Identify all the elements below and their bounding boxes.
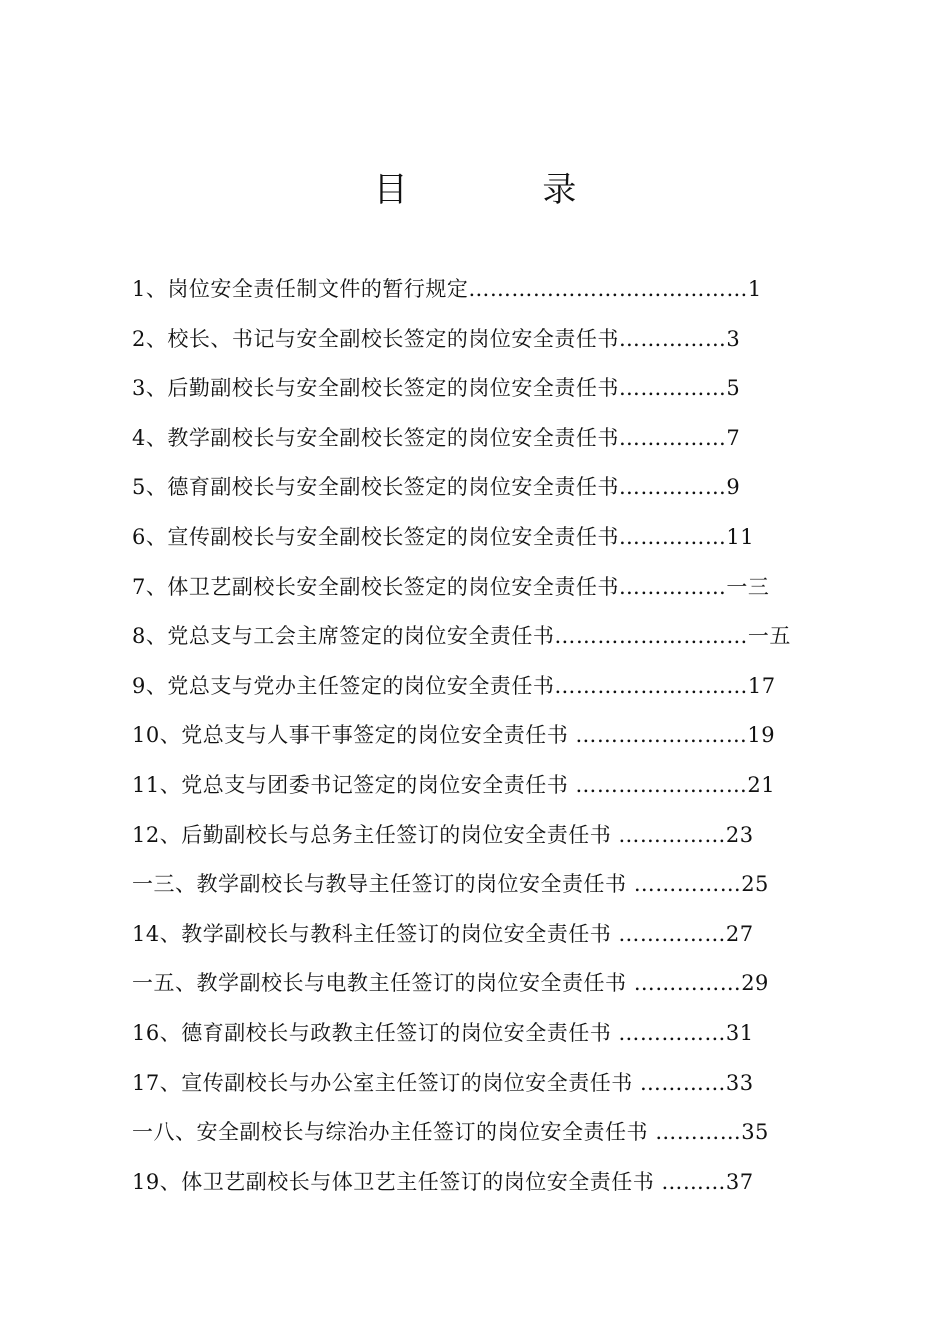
- toc-entry-text: 一八、安全副校长与综治办主任签订的岗位安全责任书: [132, 1120, 656, 1145]
- toc-page-number: 35: [741, 1120, 769, 1145]
- toc-leader: ………………………: [554, 673, 748, 698]
- toc-leader: …………: [655, 1120, 742, 1145]
- toc-entry-text: 16、德育副校长与政教主任签订的岗位安全责任书: [132, 1020, 619, 1045]
- toc-entry: [132, 472, 832, 522]
- toc-entry-text: 一五、教学副校长与电教主任签订的岗位安全责任书: [132, 971, 634, 996]
- toc-entry-text: 2、校长、书记与安全副校长签定的岗位安全责任书: [132, 326, 619, 351]
- toc-entry: [132, 274, 832, 324]
- toc-leader: ……………: [618, 1020, 726, 1045]
- toc-leader: ……………: [618, 524, 727, 549]
- toc-entry-text: 6、宣传副校长与安全副校长签定的岗位安全责任书: [132, 524, 619, 549]
- toc-page-number: 5: [726, 376, 741, 401]
- toc-entry: [132, 522, 832, 572]
- toc-entry-text: 9、党总支与党办主任签定的岗位安全责任书: [132, 673, 555, 698]
- toc-entry: [132, 1167, 832, 1217]
- toc-entry-text: 4、教学副校长与安全副校长签定的岗位安全责任书: [132, 425, 619, 450]
- toc-entry-text: 一三、教学副校长与教导主任签订的岗位安全责任书: [132, 872, 634, 897]
- toc-page-number: 19: [747, 723, 776, 748]
- toc-entry-text: 7、体卫艺副校长安全副校长签定的岗位安全责任书: [132, 574, 619, 599]
- table-of-contents: [132, 274, 832, 1216]
- toc-page-number: 11: [726, 524, 755, 549]
- toc-entry-text: 5、德育副校长与安全副校长签定的岗位安全责任书: [132, 475, 619, 500]
- toc-entry: [132, 423, 832, 473]
- toc-entry: [132, 621, 832, 671]
- toc-entry-text: 8、党总支与工会主席签定的岗位安全责任书: [132, 624, 555, 649]
- toc-entry: [132, 968, 832, 1018]
- toc-entry-text: 1、岗位安全责任制文件的暂行规定: [132, 277, 469, 301]
- toc-page-number: 一三: [726, 574, 770, 599]
- toc-page-number: 23: [725, 822, 754, 847]
- toc-leader: ……………: [618, 574, 727, 599]
- toc-leader: ……………………: [575, 723, 748, 748]
- toc-leader: ……………: [633, 971, 742, 996]
- toc-page-number: 7: [726, 425, 741, 450]
- toc-leader: ………………………: [554, 624, 748, 649]
- toc-leader: ……………: [618, 921, 726, 946]
- toc-leader: ……………: [633, 872, 742, 897]
- toc-title: 目 录: [373, 170, 639, 210]
- toc-entry: [132, 572, 832, 622]
- toc-entry: [132, 869, 832, 919]
- toc-page-number: 33: [725, 1070, 754, 1095]
- toc-leader: ……………………: [575, 772, 748, 797]
- toc-page-number: 9: [726, 475, 741, 500]
- toc-entry-text: 14、教学副校长与教科主任签订的岗位安全责任书: [132, 921, 619, 946]
- toc-entry-text: 3、后勤副校长与安全副校长签定的岗位安全责任书: [132, 376, 619, 401]
- toc-entry: [132, 671, 832, 721]
- toc-page-number: 27: [725, 921, 754, 946]
- toc-entry: [132, 770, 832, 820]
- toc-entry: [132, 720, 832, 770]
- toc-leader: ……………: [618, 326, 727, 351]
- toc-entry: [132, 1068, 832, 1118]
- toc-page-number: 37: [725, 1169, 754, 1194]
- toc-entry-text: 17、宣传副校长与办公室主任签订的岗位安全责任书: [132, 1070, 640, 1095]
- toc-page-number: 31: [725, 1020, 754, 1045]
- toc-leader: ………: [661, 1169, 726, 1194]
- toc-page-number: 29: [741, 971, 769, 996]
- toc-entry-text: 19、体卫艺副校长与体卫艺主任签订的岗位安全责任书: [132, 1169, 662, 1194]
- toc-entry: [132, 1018, 832, 1068]
- toc-page-number: 1: [747, 277, 762, 301]
- toc-page-number: 17: [747, 673, 776, 698]
- toc-leader: ……………: [618, 822, 726, 847]
- toc-entry: [132, 324, 832, 374]
- toc-leader: ……………: [618, 425, 727, 450]
- toc-page-number: 3: [726, 326, 741, 351]
- toc-entry: [132, 373, 832, 423]
- toc-entry-text: 12、后勤副校长与总务主任签订的岗位安全责任书: [132, 822, 619, 847]
- toc-entry: [132, 1117, 832, 1167]
- toc-page-number: 一五: [747, 624, 791, 649]
- toc-entry-text: 10、党总支与人事干事签定的岗位安全责任书: [132, 723, 576, 748]
- toc-page-number: 21: [747, 772, 776, 797]
- toc-entry-text: 11、党总支与团委书记签定的岗位安全责任书: [132, 772, 576, 797]
- toc-entry: [132, 820, 832, 870]
- toc-leader: …………: [639, 1070, 726, 1095]
- toc-leader: ……………: [618, 475, 727, 500]
- toc-leader: ……………: [618, 376, 727, 401]
- toc-entry: [132, 919, 832, 969]
- toc-leader: …………………………………: [468, 277, 748, 301]
- toc-page-number: 25: [741, 872, 769, 897]
